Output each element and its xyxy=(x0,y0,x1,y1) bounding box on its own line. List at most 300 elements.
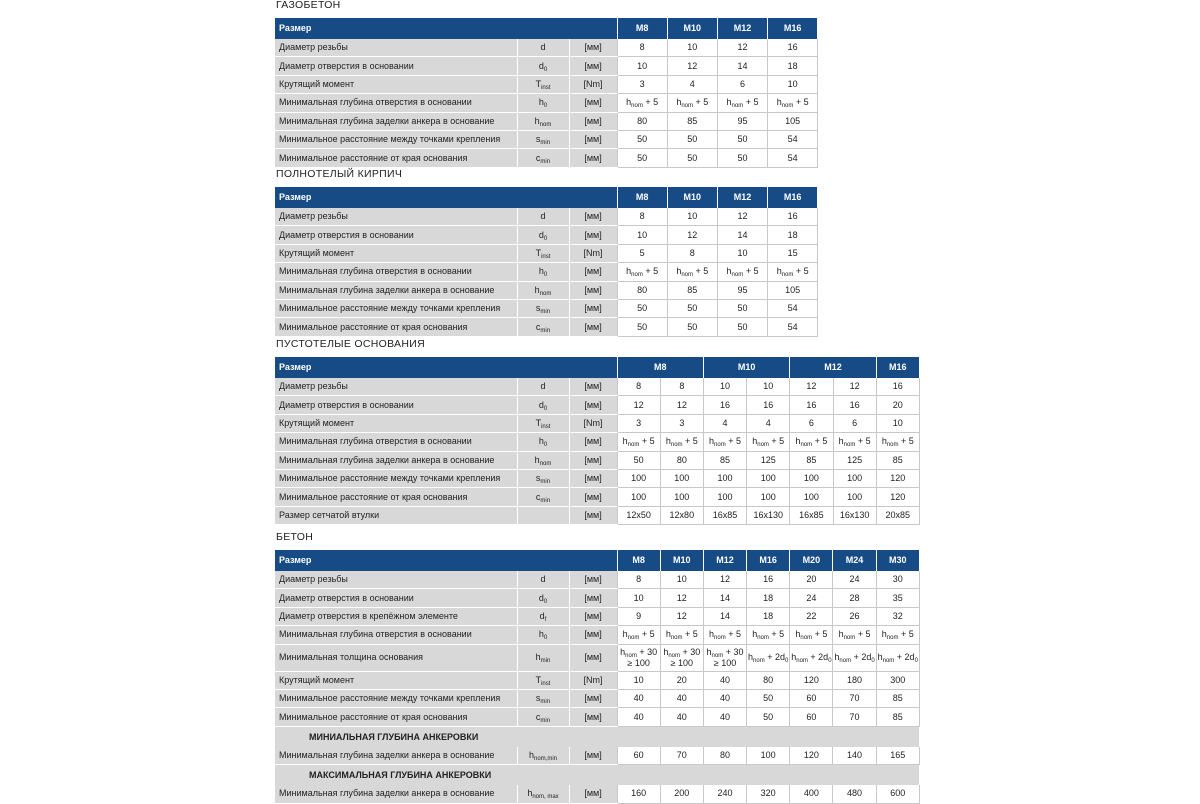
parameter-unit: [мм] xyxy=(569,57,617,75)
table-row xyxy=(275,747,919,765)
value-cell: 14 xyxy=(717,226,767,244)
table-row xyxy=(275,671,919,689)
value-cell: $h_{nom} + 5$ xyxy=(617,626,660,644)
parameter-name: Диаметр отверстия в крепёжном элементе xyxy=(275,607,517,625)
parameter-name: Диаметр отверстия в основании xyxy=(275,226,517,244)
value-cell: 80 xyxy=(617,281,667,299)
parameter-unit: [мм] xyxy=(569,378,617,396)
value-cell: 100 xyxy=(833,469,876,487)
value-cell: $h_{nom} + 5$ xyxy=(768,263,818,281)
size-header: M8 xyxy=(617,357,703,378)
value-cell: 85 xyxy=(703,451,746,469)
value-cell: 120 xyxy=(790,671,833,689)
value-cell: 40 xyxy=(703,708,746,726)
parameter-symbol: $h_{nom}$ xyxy=(517,451,569,469)
value-cell: 600 xyxy=(876,785,919,803)
table-row xyxy=(275,414,919,432)
value-cell: 16x85 xyxy=(790,506,833,524)
subheader-row xyxy=(275,765,919,786)
value-cell: 50 xyxy=(667,318,717,336)
parameter-symbol: $h_{min}$ xyxy=(517,644,569,671)
parameter-unit: [мм] xyxy=(569,488,617,506)
parameter-unit: [мм] xyxy=(569,451,617,469)
value-cell: 85 xyxy=(790,451,833,469)
value-cell: 12x50 xyxy=(617,506,660,524)
parameter-unit: [мм] xyxy=(569,130,617,148)
value-cell: 22 xyxy=(790,607,833,625)
value-cell: 8 xyxy=(617,39,667,57)
value-cell: 100 xyxy=(747,747,790,765)
value-cell: $h_{nom} + 5$ xyxy=(667,94,717,112)
value-cell: 6 xyxy=(833,414,876,432)
table-row xyxy=(275,94,818,112)
value-cell: 85 xyxy=(876,689,919,707)
value-cell: 240 xyxy=(703,785,746,803)
size-header: M16 xyxy=(876,357,919,378)
value-cell: 16x130 xyxy=(833,506,876,524)
size-header: M10 xyxy=(667,18,717,39)
value-cell: $h_{nom} + 5$ xyxy=(876,433,919,451)
table-row xyxy=(275,149,818,167)
table-row xyxy=(275,75,818,93)
table-row xyxy=(275,785,919,803)
value-cell: 120 xyxy=(876,488,919,506)
value-cell: $h_{nom} + 5$ xyxy=(747,433,790,451)
value-cell: 50 xyxy=(717,318,767,336)
value-cell: 18 xyxy=(768,226,818,244)
value-cell: 10 xyxy=(617,589,660,607)
value-cell: 50 xyxy=(717,149,767,167)
value-cell: $h_{nom} + 5$ xyxy=(703,626,746,644)
parameter-symbol: $h_{nom}$ xyxy=(517,281,569,299)
size-header: M8 xyxy=(617,550,660,571)
parameter-name: Размер сетчатой втулки xyxy=(275,506,517,524)
table-row xyxy=(275,469,919,487)
value-cell: 100 xyxy=(617,488,660,506)
parameter-name: Минимальная толщина основания xyxy=(275,644,517,671)
table-row xyxy=(275,589,919,607)
parameter-symbol: d xyxy=(517,378,569,396)
value-cell: 100 xyxy=(833,488,876,506)
table-header-row xyxy=(275,187,818,208)
parameter-name: Минимальная глубина заделки анкера в основание xyxy=(275,785,517,803)
subheader-row xyxy=(275,726,919,747)
value-cell: 4 xyxy=(667,75,717,93)
value-cell: 10 xyxy=(747,378,790,396)
value-cell: $h_{nom} + 5$ xyxy=(876,626,919,644)
value-cell: 16 xyxy=(768,208,818,226)
value-cell: 85 xyxy=(667,281,717,299)
size-header: M10 xyxy=(660,550,703,571)
parameter-symbol: $h_{nom,min}$ xyxy=(517,747,569,765)
value-cell: 16 xyxy=(768,39,818,57)
parameter-unit: [мм] xyxy=(569,318,617,336)
value-cell: 50 xyxy=(717,130,767,148)
value-cell: 120 xyxy=(790,747,833,765)
value-cell: 320 xyxy=(747,785,790,803)
value-cell: 40 xyxy=(703,671,746,689)
value-cell: 50 xyxy=(617,299,667,317)
value-cell: 54 xyxy=(768,149,818,167)
value-cell: 12 xyxy=(703,571,746,589)
parameter-unit: [мм] xyxy=(569,396,617,414)
parameter-symbol: $h_{nom}$ xyxy=(517,112,569,130)
parameter-symbol: $d_f$ xyxy=(517,607,569,625)
value-cell: 12 xyxy=(667,57,717,75)
value-cell: 8 xyxy=(660,378,703,396)
table-row xyxy=(275,689,919,707)
value-cell: 9 xyxy=(617,607,660,625)
value-cell: 8 xyxy=(617,208,667,226)
table-row xyxy=(275,208,818,226)
value-cell: 80 xyxy=(617,112,667,130)
value-cell: $h_{nom} + 5$ xyxy=(617,433,660,451)
value-cell: 16 xyxy=(876,378,919,396)
value-cell: 80 xyxy=(703,747,746,765)
value-cell: 50 xyxy=(617,318,667,336)
value-cell: 3 xyxy=(617,414,660,432)
parameter-unit: [мм] xyxy=(569,785,617,803)
value-cell: 16 xyxy=(790,396,833,414)
parameter-name: Минимальная глубина заделки анкера в основание xyxy=(275,451,517,469)
value-cell: 12 xyxy=(790,378,833,396)
table-row xyxy=(275,396,919,414)
parameter-symbol: $d_0$ xyxy=(517,589,569,607)
size-header: M8 xyxy=(617,18,667,39)
header-label: Размер xyxy=(275,18,617,39)
size-header: M16 xyxy=(747,550,790,571)
value-cell: 10 xyxy=(617,57,667,75)
parameter-unit: [мм] xyxy=(569,281,617,299)
header-label: Размер xyxy=(275,357,617,378)
value-cell: 300 xyxy=(876,671,919,689)
value-cell: 40 xyxy=(703,689,746,707)
size-header: M30 xyxy=(876,550,919,571)
value-cell: 12 xyxy=(717,208,767,226)
value-cell: 14 xyxy=(703,589,746,607)
value-cell: 165 xyxy=(876,747,919,765)
value-cell: 10 xyxy=(660,571,703,589)
value-cell: 125 xyxy=(747,451,790,469)
parameter-unit: [мм] xyxy=(569,607,617,625)
parameter-name: Крутящий момент xyxy=(275,671,517,689)
section-title: БЕТОН xyxy=(276,531,314,543)
value-cell: 50 xyxy=(617,130,667,148)
value-cell: 10 xyxy=(617,671,660,689)
parameter-symbol xyxy=(517,506,569,524)
value-cell: 70 xyxy=(833,708,876,726)
parameter-symbol: $h_0$ xyxy=(517,433,569,451)
value-cell: 16 xyxy=(747,396,790,414)
value-cell: $h_{nom} + 5$ xyxy=(660,626,703,644)
parameter-unit: [Nm] xyxy=(569,244,617,262)
value-cell: 100 xyxy=(660,488,703,506)
parameter-unit: [мм] xyxy=(569,149,617,167)
size-header: M12 xyxy=(703,550,746,571)
value-cell: 60 xyxy=(790,689,833,707)
parameter-name: Диаметр резьбы xyxy=(275,39,517,57)
value-cell: 10 xyxy=(768,75,818,93)
value-cell: 50 xyxy=(717,299,767,317)
table-header-row xyxy=(275,550,919,571)
parameter-unit: [мм] xyxy=(569,112,617,130)
value-cell: 10 xyxy=(667,208,717,226)
parameter-name: Минимальное расстояние между точками крепления xyxy=(275,299,517,317)
value-cell: 18 xyxy=(747,589,790,607)
value-cell: 80 xyxy=(660,451,703,469)
value-cell: 60 xyxy=(617,747,660,765)
size-header: M16 xyxy=(768,187,818,208)
table-row xyxy=(275,244,818,262)
value-cell: 12 xyxy=(833,378,876,396)
value-cell: 40 xyxy=(660,689,703,707)
value-cell: 54 xyxy=(768,130,818,148)
value-cell: 95 xyxy=(717,112,767,130)
value-cell: 85 xyxy=(876,451,919,469)
parameter-symbol: $c_{min}$ xyxy=(517,708,569,726)
value-cell: $h_{nom} + 2d_0$ xyxy=(876,644,919,671)
value-cell: 12 xyxy=(717,39,767,57)
value-cell: 160 xyxy=(617,785,660,803)
value-cell: 6 xyxy=(717,75,767,93)
value-cell: 16 xyxy=(833,396,876,414)
value-cell: 100 xyxy=(703,488,746,506)
value-cell: $h_{nom} + 30$ ≥ 100 xyxy=(660,644,703,671)
value-cell: $h_{nom} + 5$ xyxy=(660,433,703,451)
value-cell: 8 xyxy=(617,378,660,396)
parameter-name: Минимальное расстояние от края основания xyxy=(275,488,517,506)
parameter-unit: [мм] xyxy=(569,299,617,317)
table-row xyxy=(275,57,818,75)
parameter-name: Минимальное расстояние между точками крепления xyxy=(275,130,517,148)
value-cell: 4 xyxy=(747,414,790,432)
parameter-symbol: d xyxy=(517,39,569,57)
table-row xyxy=(275,263,818,281)
size-header: M8 xyxy=(617,187,667,208)
value-cell: 20x85 xyxy=(876,506,919,524)
table-row xyxy=(275,607,919,625)
parameter-name: Минимальная глубина отверстия в основании xyxy=(275,626,517,644)
parameter-symbol: $d_0$ xyxy=(517,226,569,244)
value-cell: 5 xyxy=(617,244,667,262)
parameter-symbol: $T_{inst}$ xyxy=(517,75,569,93)
parameter-symbol: $s_{min}$ xyxy=(517,130,569,148)
parameter-symbol: $c_{min}$ xyxy=(517,149,569,167)
value-cell: 50 xyxy=(617,149,667,167)
value-cell: $h_{nom} + 5$ xyxy=(717,94,767,112)
table-row xyxy=(275,378,919,396)
parameter-name: Диаметр резьбы xyxy=(275,208,517,226)
section-title: ПОЛНОТЕЛЫЙ КИРПИЧ xyxy=(276,168,403,180)
value-cell: 40 xyxy=(660,708,703,726)
value-cell: 105 xyxy=(768,281,818,299)
parameter-unit: [Nm] xyxy=(569,671,617,689)
parameter-symbol: $T_{inst}$ xyxy=(517,414,569,432)
parameter-name: Минимальная глубина заделки анкера в основание xyxy=(275,747,517,765)
value-cell: 125 xyxy=(833,451,876,469)
header-label: Размер xyxy=(275,187,617,208)
spec-table xyxy=(275,187,818,337)
table-header-row xyxy=(275,18,818,39)
parameter-unit: [мм] xyxy=(569,626,617,644)
parameter-name: Диаметр резьбы xyxy=(275,571,517,589)
table-row xyxy=(275,451,919,469)
value-cell: $h_{nom} + 2d_0$ xyxy=(833,644,876,671)
value-cell: $h_{nom} + 2d_0$ xyxy=(790,644,833,671)
subheader-text: МИНИАЛЬНАЯ ГЛУБИНА АНКЕРОВКИ xyxy=(275,726,919,747)
value-cell: $h_{nom} + 5$ xyxy=(790,626,833,644)
spec-table xyxy=(275,18,818,168)
value-cell: 12 xyxy=(667,226,717,244)
value-cell: 3 xyxy=(617,75,667,93)
value-cell: 80 xyxy=(747,671,790,689)
parameter-symbol: $s_{min}$ xyxy=(517,689,569,707)
value-cell: 16 xyxy=(747,571,790,589)
value-cell: 4 xyxy=(703,414,746,432)
parameter-name: Минимальная глубина заделки анкера в основание xyxy=(275,281,517,299)
spec-table xyxy=(275,550,920,804)
size-header: M12 xyxy=(717,18,767,39)
table-row xyxy=(275,433,919,451)
table-row xyxy=(275,299,818,317)
size-header: M12 xyxy=(717,187,767,208)
value-cell: 100 xyxy=(790,469,833,487)
value-cell: 50 xyxy=(667,149,717,167)
value-cell: 3 xyxy=(660,414,703,432)
value-cell: 100 xyxy=(617,469,660,487)
table-row xyxy=(275,571,919,589)
parameter-unit: [мм] xyxy=(569,226,617,244)
value-cell: 50 xyxy=(667,299,717,317)
value-cell: 35 xyxy=(876,589,919,607)
value-cell: 40 xyxy=(617,689,660,707)
size-header: M12 xyxy=(790,357,876,378)
value-cell: $h_{nom} + 30$ ≥ 100 xyxy=(617,644,660,671)
parameter-symbol: $s_{min}$ xyxy=(517,299,569,317)
value-cell: $h_{nom} + 5$ xyxy=(833,433,876,451)
parameter-symbol: $c_{min}$ xyxy=(517,488,569,506)
value-cell: $h_{nom} + 5$ xyxy=(617,94,667,112)
value-cell: 10 xyxy=(876,414,919,432)
parameter-name: Минимальное расстояние между точками крепления xyxy=(275,469,517,487)
parameter-name: Минимальная глубина отверстия в основании xyxy=(275,94,517,112)
size-header: M16 xyxy=(768,18,818,39)
value-cell: 100 xyxy=(790,488,833,506)
value-cell: $h_{nom} + 5$ xyxy=(747,626,790,644)
parameter-unit: [мм] xyxy=(569,506,617,524)
value-cell: 20 xyxy=(876,396,919,414)
parameter-unit: [мм] xyxy=(569,263,617,281)
value-cell: 400 xyxy=(790,785,833,803)
value-cell: 24 xyxy=(790,589,833,607)
parameter-symbol: $d_0$ xyxy=(517,57,569,75)
parameter-symbol: $h_0$ xyxy=(517,626,569,644)
value-cell: 18 xyxy=(768,57,818,75)
value-cell: 54 xyxy=(768,318,818,336)
value-cell: 20 xyxy=(790,571,833,589)
section-title: ГАЗОБЕТОН xyxy=(276,0,341,11)
value-cell: 10 xyxy=(717,244,767,262)
value-cell: 12 xyxy=(660,396,703,414)
value-cell: 54 xyxy=(768,299,818,317)
parameter-name: Минимальное расстояние от края основания xyxy=(275,149,517,167)
parameter-unit: [мм] xyxy=(569,433,617,451)
value-cell: 10 xyxy=(703,378,746,396)
parameter-symbol: $h_0$ xyxy=(517,94,569,112)
value-cell: 480 xyxy=(833,785,876,803)
value-cell: 50 xyxy=(617,451,660,469)
parameter-symbol: $s_{min}$ xyxy=(517,469,569,487)
parameter-unit: [мм] xyxy=(569,208,617,226)
parameter-name: Минимальное расстояние от края основания xyxy=(275,708,517,726)
table-row xyxy=(275,112,818,130)
parameter-name: Минимальная глубина отверстия в основании xyxy=(275,263,517,281)
parameter-symbol: $T_{inst}$ xyxy=(517,244,569,262)
value-cell: 180 xyxy=(833,671,876,689)
parameter-name: Минимальная глубина отверстия в основании xyxy=(275,433,517,451)
subheader-text: МАКСИМАЛЬНАЯ ГЛУБИНА АНКЕРОВКИ xyxy=(275,765,919,786)
value-cell: 100 xyxy=(747,469,790,487)
value-cell: 30 xyxy=(876,571,919,589)
value-cell: 20 xyxy=(660,671,703,689)
value-cell: 12 xyxy=(617,396,660,414)
parameter-name: Минимальное расстояние от края основания xyxy=(275,318,517,336)
value-cell: 50 xyxy=(747,708,790,726)
size-header: M20 xyxy=(790,550,833,571)
value-cell: 95 xyxy=(717,281,767,299)
parameter-unit: [мм] xyxy=(569,589,617,607)
value-cell: 100 xyxy=(660,469,703,487)
parameter-name: Крутящий момент xyxy=(275,75,517,93)
parameter-symbol: d xyxy=(517,571,569,589)
value-cell: 60 xyxy=(790,708,833,726)
parameter-unit: [мм] xyxy=(569,469,617,487)
value-cell: 10 xyxy=(667,39,717,57)
value-cell: 6 xyxy=(790,414,833,432)
parameter-name: Крутящий момент xyxy=(275,244,517,262)
value-cell: 70 xyxy=(833,689,876,707)
value-cell: $h_{nom} + 5$ xyxy=(717,263,767,281)
parameter-name: Крутящий момент xyxy=(275,414,517,432)
value-cell: 140 xyxy=(833,747,876,765)
parameter-unit: [мм] xyxy=(569,571,617,589)
value-cell: 8 xyxy=(617,571,660,589)
value-cell: $h_{nom} + 5$ xyxy=(790,433,833,451)
parameter-name: Диаметр отверстия в основании xyxy=(275,396,517,414)
parameter-symbol: $c_{min}$ xyxy=(517,318,569,336)
table-row xyxy=(275,506,919,524)
value-cell: 28 xyxy=(833,589,876,607)
value-cell: 12 xyxy=(660,607,703,625)
value-cell: $h_{nom} + 5$ xyxy=(703,433,746,451)
parameter-unit: [мм] xyxy=(569,94,617,112)
value-cell: 32 xyxy=(876,607,919,625)
parameter-unit: [мм] xyxy=(569,747,617,765)
parameter-unit: [мм] xyxy=(569,689,617,707)
parameter-name: Диаметр отверстия в основании xyxy=(275,57,517,75)
parameter-symbol: $h_{nom, max}$ xyxy=(517,785,569,803)
table-row xyxy=(275,708,919,726)
value-cell: 16 xyxy=(703,396,746,414)
size-header: M10 xyxy=(703,357,789,378)
value-cell: 24 xyxy=(833,571,876,589)
table-row xyxy=(275,644,919,671)
parameter-symbol: $h_0$ xyxy=(517,263,569,281)
value-cell: 85 xyxy=(667,112,717,130)
size-header: M10 xyxy=(667,187,717,208)
value-cell: $h_{nom} + 5$ xyxy=(667,263,717,281)
parameter-name: Диаметр отверстия в основании xyxy=(275,589,517,607)
